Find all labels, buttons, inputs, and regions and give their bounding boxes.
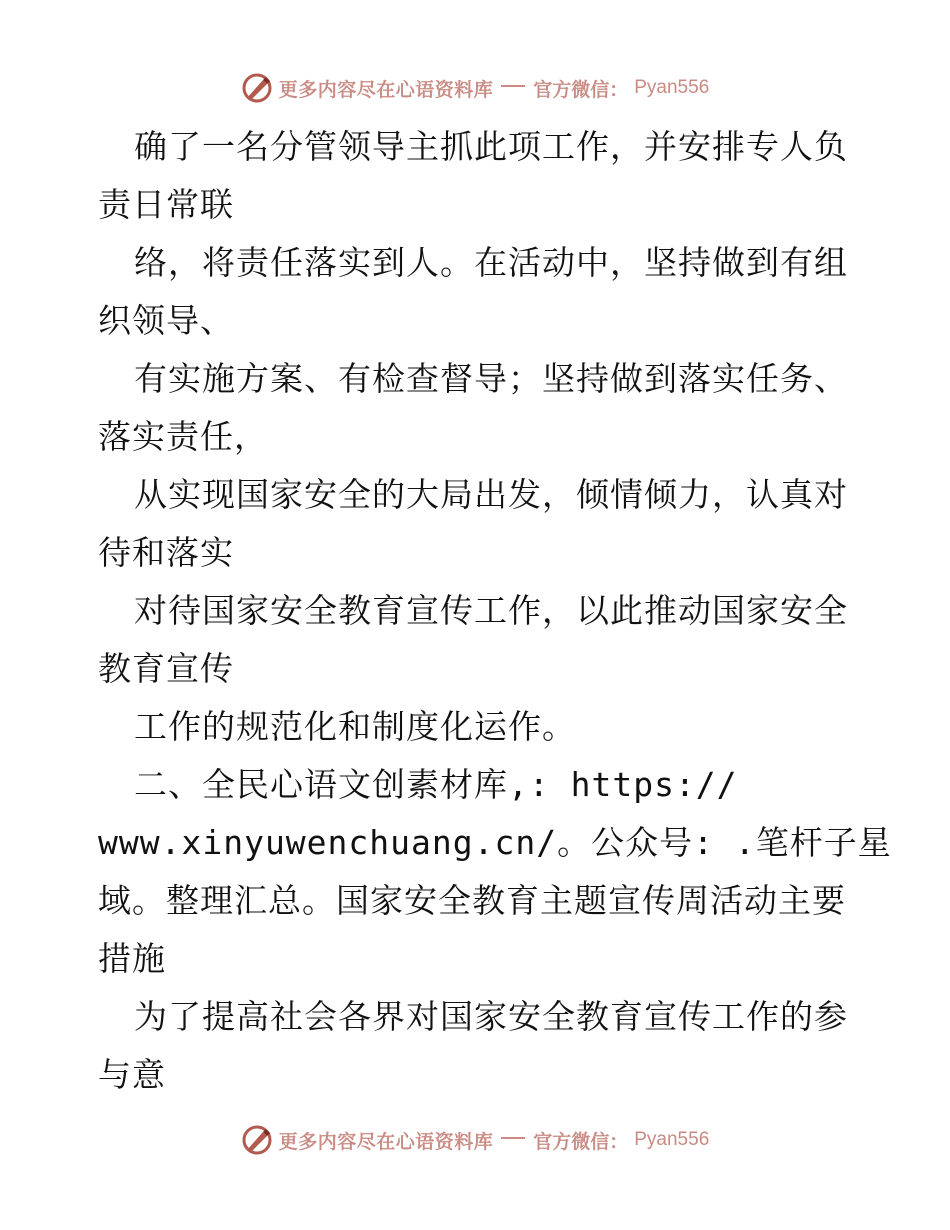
footer-wechat-label: 官方微信： (533, 1130, 629, 1153)
footer-banner (0, 1124, 950, 1156)
text-line: 有实施方案、有检查督导；坚持做到落实任务、 (134, 359, 848, 398)
text-line: 落实责任， (98, 417, 268, 456)
footer-banner-separator (501, 1137, 525, 1139)
text-line: 为了提高社会各界对国家安全教育宣传工作的参 (134, 997, 848, 1036)
text-line: 与意 (98, 1055, 166, 1094)
text-line: 域。整理汇总。国家安全教育主题宣传周活动主要 (98, 881, 846, 920)
document-body (98, 118, 892, 1104)
text-line: 教育宣传 (98, 649, 234, 688)
footer-wechat-id: Pyan556 (634, 1129, 710, 1150)
header-banner (0, 72, 950, 104)
text-line: 待和落实 (98, 533, 234, 572)
text-line: 措施 (98, 939, 166, 978)
text-line: 责日常联 (98, 185, 234, 224)
header-wechat-label: 官方微信： (533, 78, 629, 101)
text-line: 络，将责任落实到人。在活动中，坚持做到有组 (134, 243, 848, 282)
header-banner-separator (501, 85, 525, 87)
text-line: 工作的规范化和制度化运作。 (134, 707, 576, 746)
text-line: 从实现国家安全的大局出发，倾情倾力，认真对 (134, 475, 848, 514)
text-line: 织领导、 (98, 301, 234, 340)
text-line: www.xinyuwenchuang.cn/。公众号: .笔杆子星 (98, 823, 892, 862)
header-wechat-id: Pyan556 (634, 77, 710, 98)
pen-logo-icon (241, 1124, 273, 1156)
text-line: 对待国家安全教育宣传工作，以此推动国家安全 (134, 591, 848, 630)
pen-logo-icon (241, 72, 273, 104)
text-line: 确了一名分管领导主抓此项工作，并安排专人负 (134, 127, 848, 166)
footer-banner-text: 更多内容尽在心语资料库 (278, 1130, 494, 1153)
header-banner-text: 更多内容尽在心语资料库 (278, 78, 494, 101)
section-heading-line: 二、全民心语文创素材库,: https:// (134, 765, 738, 804)
